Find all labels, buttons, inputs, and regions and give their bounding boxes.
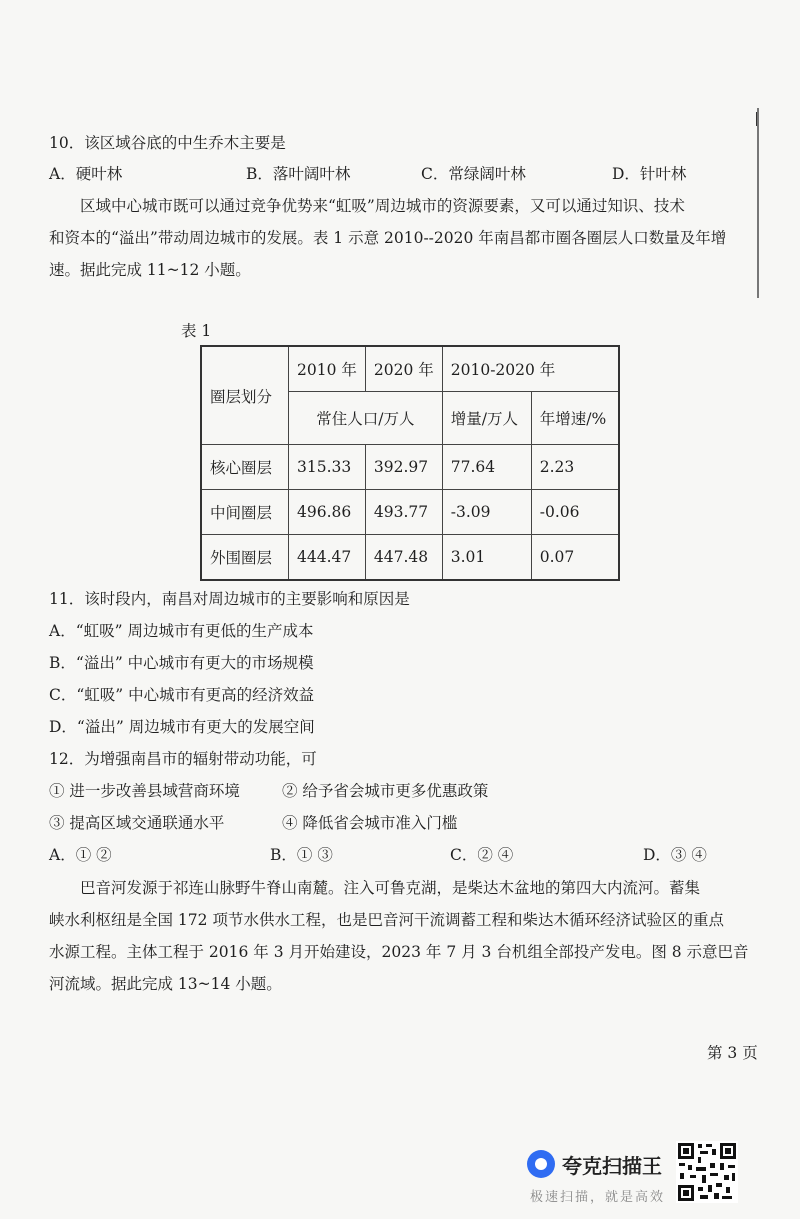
brand-name: 夸克扫描王 <box>562 1154 662 1178</box>
row-division: 核心圈层 <box>201 445 289 490</box>
row-2010: 315.33 <box>289 445 366 490</box>
row-increase: 3.01 <box>442 535 531 581</box>
q12-option-b: B．① ③ <box>270 846 333 864</box>
passage2-line-2: 峡水利枢纽是全国 172 项节水供水工程，也是巴音河干流调蓄工程和柴达木循环经济试验区的重点 <box>49 911 724 929</box>
q12-item-1: ① 进一步改善县域营商环境 <box>49 782 240 800</box>
row-2010: 496.86 <box>289 490 366 535</box>
brand-slogan: 极速扫描，就是高效 <box>530 1190 666 1205</box>
table-row <box>201 535 619 581</box>
passage2-line-3: 水源工程。主体工程于 2016 年 3 月开始建设，2023 年 7 月 3 台机组全部投产发电。图 8 示意巴音 <box>49 943 749 961</box>
q11-option-a: A．“虹吸” 周边城市有更低的生产成本 <box>49 622 314 640</box>
passage1-line-1: 区域中心城市既可以通过竞争优势来“虹吸”周边城市的资源要素，又可以通过知识、技术 <box>80 197 685 215</box>
q11-option-d: D．“溢出” 周边城市有更大的发展空间 <box>49 718 315 736</box>
q11-option-b: B．“溢出” 中心城市有更大的市场规模 <box>49 654 314 672</box>
quark-logo-icon <box>527 1150 555 1178</box>
q12-option-a: A．① ② <box>49 846 112 864</box>
header-2010: 2010 年 <box>289 346 366 392</box>
q12-stem: 12．为增强南昌市的辐射带动功能，可 <box>49 750 317 768</box>
row-rate: 2.23 <box>531 445 619 490</box>
header-period: 2010-2020 年 <box>442 346 619 392</box>
row-increase: 77.64 <box>442 445 531 490</box>
row-rate: -0.06 <box>531 490 619 535</box>
qr-code-icon[interactable] <box>676 1141 738 1203</box>
header-2020: 2020 年 <box>365 346 442 392</box>
q10-stem: 10．该区域谷底的中生乔木主要是 <box>49 134 286 152</box>
table-row <box>201 490 619 535</box>
header-population: 常住人口/万人 <box>289 392 443 445</box>
header-increase: 增量/万人 <box>442 392 531 445</box>
header-rate: 年增速/% <box>531 392 619 445</box>
passage1-line-2: 和资本的“溢出”带动周边城市的发展。表 1 示意 2010--2020 年南昌都市圈各圈层人口数量及年增 <box>49 229 727 247</box>
q10-option-a: A．硬叶林 <box>49 165 123 183</box>
population-table <box>200 345 620 581</box>
q10-option-d: D．针叶林 <box>612 165 687 183</box>
binding-line <box>757 108 759 298</box>
table-caption: 表 1 <box>181 322 212 340</box>
page-number: 第 3 页 <box>707 1044 758 1062</box>
q12-item-2: ② 给予省会城市更多优惠政策 <box>282 782 489 800</box>
row-2020: 493.77 <box>365 490 442 535</box>
header-division: 圈层划分 <box>201 346 289 445</box>
q12-item-4: ④ 降低省会城市准入门槛 <box>282 814 458 832</box>
passage1-line-3: 速。据此完成 11~12 小题。 <box>49 261 251 279</box>
q12-item-3: ③ 提高区域交通联通水平 <box>49 814 225 832</box>
q10-option-b: B．落叶阔叶林 <box>246 165 351 183</box>
q12-option-d: D．③ ④ <box>643 846 707 864</box>
row-division: 外围圈层 <box>201 535 289 581</box>
q11-stem: 11．该时段内，南昌对周边城市的主要影响和原因是 <box>49 590 410 608</box>
q10-option-c: C．常绿阔叶林 <box>421 165 526 183</box>
row-2010: 444.47 <box>289 535 366 581</box>
passage2-line-1: 巴音河发源于祁连山脉野牛脊山南麓。注入可鲁克湖，是柴达木盆地的第四大内流河。蓄集 <box>80 879 701 897</box>
q11-option-c: C．“虹吸” 中心城市有更高的经济效益 <box>49 686 315 704</box>
passage2-line-4: 河流域。据此完成 13~14 小题。 <box>49 975 282 993</box>
row-increase: -3.09 <box>442 490 531 535</box>
q12-option-c: C．② ④ <box>450 846 514 864</box>
row-division: 中间圈层 <box>201 490 289 535</box>
table-row <box>201 445 619 490</box>
row-rate: 0.07 <box>531 535 619 581</box>
row-2020: 447.48 <box>365 535 442 581</box>
row-2020: 392.97 <box>365 445 442 490</box>
